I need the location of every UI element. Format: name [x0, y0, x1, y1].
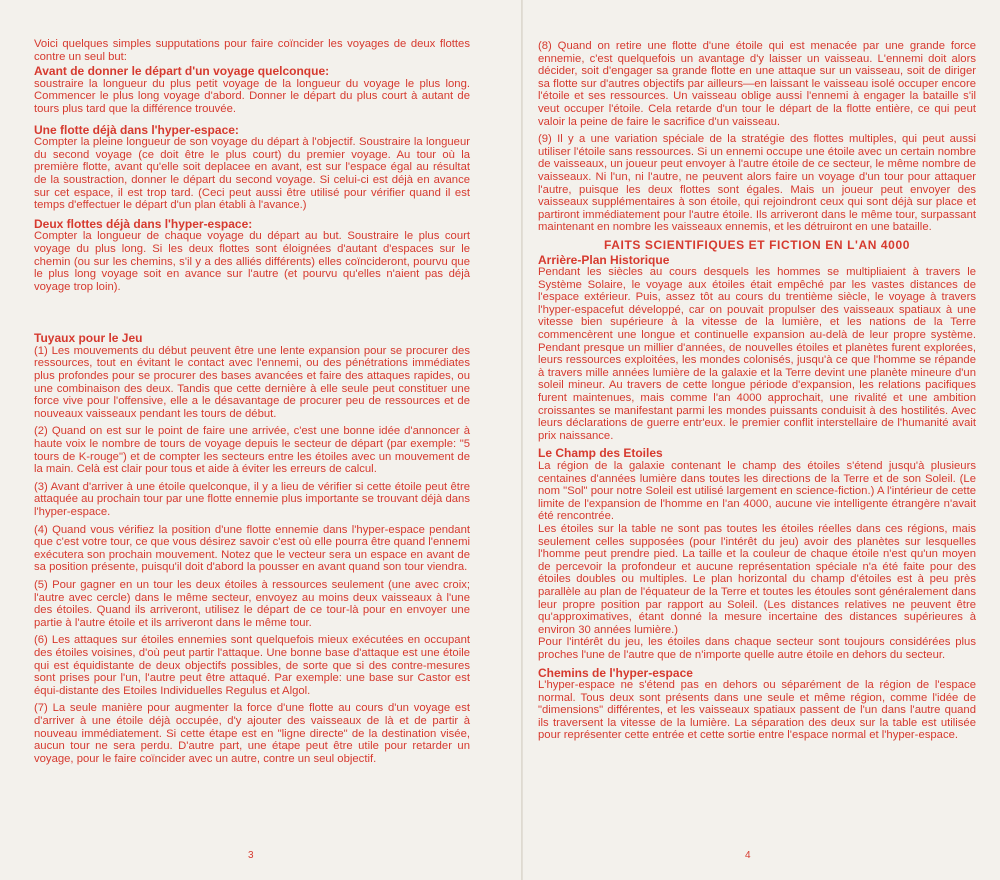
tip-8: (8) Quand on retire une flotte d'une étoile qui est menacée par une grande force ennemie, c'est quelquefois un avantage d'y laisser un vaisseau. L'ennemi doit alors décider, soit d'engager sa grande flotte en une attaque sur un vaisseau, soit de diriger sa flotte sur d'autres objectifs par ailleurs—en laissant le vaisseau isolé occuper encore l'étoile et ses ressources. Un vaisseau oblige aussi l'ennemi à engager la bataille s'il veut occuper l'étoile. Cela retarde d'un tour le départ de la flotte entière, ce qui peut valoir la peine de faire le sacrifice d'un vaisseau. — [538, 40, 976, 128]
tip-3: (3) Avant d'arriver à une étoile quelconque, il y a lieu de vérifier si cette étoile peut être attaquée au prochain tour par une flotte ennemie plus importante se trouvant déjà dans l'hyper-espace. — [34, 480, 470, 518]
heading-star-field: Le Champ des Etoiles — [538, 446, 663, 461]
tip-7: (7) La seule manière pour augmenter la force d'une flotte au cours d'un voyage est d'arriver à une étoile déjà occupée, d'y ajouter des vaisseaux de là et de partir à nouveau immédiatement. Si cette étape est en "ligne directe" de la destination visée, aucun tour ne sera perdu. D'autre part, une étape peut être utile pour retarder un voyage, pour le faire coïncider avec un autre, contre un seul objectif. — [34, 702, 470, 765]
tip-9: (9) Il y a une variation spéciale de la stratégie des flottes multiples, qui peut aussi utiliser l'étoile sans ressources. Si un ennemi occupe une étoile avec un certain nombre de vaisseaux, un joueur peut envoyer à l'autre étoile de ce secteur, le même nombre de vaisseaux. Ni l'un, ni l'autre, ne peuvent alors faire un voyage d'un tour pour attaquer l'autre, puisque les deux flottes sont égales. Mais un joueur peut envoyer des vaisseaux supplémentaires à son étoile, qui rejoindront ceux qui sont déjà sur place et partiront immédiatement pour l'autre étoile. Ils arriveront dans le même tour, surpassant maintenant en nombre les vaisseaux ennemis, et les détruiront en une bataille. — [538, 133, 976, 234]
paragraph-two-fleets: Compter la longueur de chaque voyage du départ au but. Soustraire le plus court voyage du plus long. Si les deux flottes sont éloignées d'autant d'espaces sur le chemin (ou sur les chemins, s'il y a des alliés différents) elles coïncideront, pourvu que le plus long voyage soit en avance sur l'autre (et pourvu qu'elles n'aient pas déjà voyage trop loin). — [34, 230, 470, 293]
right-page — [538, 40, 976, 747]
paragraph-one-fleet: Compter la pleine longueur de son voyage du départ à l'objectif. Soustraire la longueur du second voyage (ce doit être le plus court) du premier voyage. Au tour où la première flotte, avant qu'elle soit deplacee en avant, est sur l'espace égal au résultat de la soustraction, donner le départ du second voyage. Si celui-ci est déjà en avance sur cet espace, il est trop tard. (Ceci peut aussi être utilisé pour vérifier quand il est temps d'effectuer le départ d'un plan établi à l'avance.) — [34, 136, 470, 212]
tip-6: (6) Les attaques sur étoiles ennemies sont quelquefois mieux exécutées en occupant des étoiles voisines, d'où peut partir l'attaque. Une bonne base d'attaque est une étoile qui est équidistante de deux objectifs possibles, de sorte que si des contre-mesures sont prises pour l'un, l'autre peut être attaqué. Par exemple: une base sur Castor est équi-distante des Etoiles Individuelles Regulus et Algol. — [34, 634, 470, 697]
heading-hyperspace-paths: Chemins de l'hyper-espace — [538, 665, 693, 680]
intro-text: Voici quelques simples supputations pour faire coïncider les voyages de deux flottes contre un seul but: — [34, 38, 470, 63]
heading-two-fleets: Deux flottes déjà dans l'hyper-espace: — [34, 216, 253, 231]
left-page — [34, 38, 470, 770]
page-number-right: 4 — [745, 850, 751, 861]
heading-game-tips: Tuyaux pour le Jeu — [34, 331, 143, 346]
paragraph-before-departure: soustraire la longueur du plus petit voyage de la longueur du voyage le plus long. Commencer le plus long voyage d'abord. Donner le départ du plus court à autant de tours plus tard que la différence trouvée. — [34, 77, 470, 115]
spacer — [34, 298, 470, 326]
page-fold — [521, 0, 523, 880]
tip-4: (4) Quand vous vérifiez la position d'une flotte ennemie dans l'hyper-espace pendant que c'est votre tour, ce que vous désirez savoir c'est où elle pourra être quand l'ennemi exécutera son prochain mouvement. Notez que le vecteur sera un espace en avant de sa position présente, puisqu'il doit d'abord la pousser en avant quand son tour viendra. — [34, 523, 470, 574]
paragraph-historical-background: Pendant les siècles au cours desquels les hommes se multipliaient à travers le Système Solaire, le voyage aux étoiles était empêché par les vastes distances de l'espace extérieur. Puis, assez tôt au cours du trentième siècle, le voyage à travers l'hyper-espacefut développé, car on pouvait propulser des vaisseaux spatiaux à une vitesse bien supérieure à la vitesse de la lumière, et les nations de la Terre commencèrent une longue et continuelle expansion au-delà de leur propre système. Pendant presque un millier d'années, de nouvelles étoiles et planètes furent explorées, leurs ressources exploitées, les mondes colonisés, jusqu'à ce que l'homme se répande à travers mille années lumière de la galaxie et la Terre devint une planète mineure d'un soleil mineur. Au travers de cette longue période d'expansion, les relations pacifiques furent maintenues, mais comme l'an 4000 approchait, une rivalité et une ambition croissantes se manifestant parmi les mondes puissants conduisit à des hostilités. Avec leurs déclarations de guerre entr'eux. le premier conflit interstellaire de l'humanité avait prix naissance. — [538, 266, 976, 442]
heading-one-fleet: Une flotte déjà dans l'hyper-espace: — [34, 122, 239, 137]
heading-before-departure: Avant de donner le départ d'un voyage quelconque: — [34, 64, 330, 79]
section-title: FAITS SCIENTIFIQUES ET FICTION EN L'AN 4000 — [603, 237, 911, 252]
heading-historical-background: Arrière-Plan Historique — [538, 252, 670, 267]
page-number-left: 3 — [248, 850, 254, 861]
paragraph-star-field-1: La région de la galaxie contenant le champ des étoiles s'étend jusqu'à plusieurs centaines d'années lumière dans toutes les directions de la Terre et de son Soleil. (Le nom "Sol" pour notre Soleil est utilisé largement en science-fiction.) A l'intérieur de cette limite de l'expansion de l'homme en l'an 4000, aucune vie intelligente étrangère n'avait été rencontrée. — [538, 460, 976, 523]
tip-2: (2) Quand on est sur le point de faire une arrivée, c'est une bonne idée d'annoncer à haute voix le nombre de tours de voyage depuis le secteur de départ (par exemple: "5 tours de K-rouge") et de compter les secteurs entre les étoiles avec un mouvement de la main. Celà est clair pour tous et aide à éviter les erreurs de calcul. — [34, 425, 470, 476]
paragraph-star-field-2: Les étoiles sur la table ne sont pas toutes les étoiles réelles dans ces régions, mais seulement celles supposées (pour l'intérêt du jeu) avoir des planètes sur lesquelles l'homme peut prendre pied. La taille et la couleur de chaque étoile n'est qu'un moyen de percevoir la profondeur et aucune représentation spéciale n'a été faite pour des étoiles doubles ou multiples. Le plan horizontal du champ d'étoiles est à peu près parallèle au plan de l'équateur de la Terre et toutes les étoules sont généralement dans leur propre position par rapport au Soleil. (Les distances relatives ne peuvent être qu'approximatives, étant donné la mesure incertaine des distances supérieures à environ 30 années lumière.) — [538, 522, 976, 636]
paragraph-hyperspace-paths: L'hyper-espace ne s'étend pas en dehors ou séparément de la région de l'espace normal. Tous deux sont présents dans une seule et même région, comme l'idée de "dimensions" différentes, et les vaisseaux spatiaux passent de l'un dans l'autre quand ils traversent la vitesse de la lumière. La séparation des deux sur la table est utilisée pour représenter cette entrée et cette sortie entre l'espace normal et l'hyper-espace. — [538, 679, 976, 742]
tip-5: (5) Pour gagner en un tour les deux étoiles à ressources seulement (une avec croix; l'autre avec cercle) dans le même secteur, envoyez au moins deux vaisseaux à l'une des étoiles. Quand ils arriveront, utilisez le départ de ce tour-là pour en envoyer une partie à l'autre étoile et ils arriveront dans le même tour. — [34, 578, 470, 629]
paragraph-star-field-3: Pour l'intérêt du jeu, les étoiles dans chaque secteur sont toujours considérées plus proches l'une de l'autre que de n'importe quelle autre étoile en dehors du secteur. — [538, 636, 976, 661]
tip-1: (1) Les mouvements du début peuvent être une lente expansion pour se procurer des ressources, tout en évitant le contact avec l'ennemi, ou des pénétrations immédiates plus profondes pour se procurer des bases avancées et faire des attaques rapides, ou une combinaison des deux. Tandis que cette dernière à elle seule peut constituer une force vive pour l'offensive, elle a le désavantage de procurer peu de ressources et de nouveaux vaisseaux pendant les tours de début. — [34, 344, 470, 420]
